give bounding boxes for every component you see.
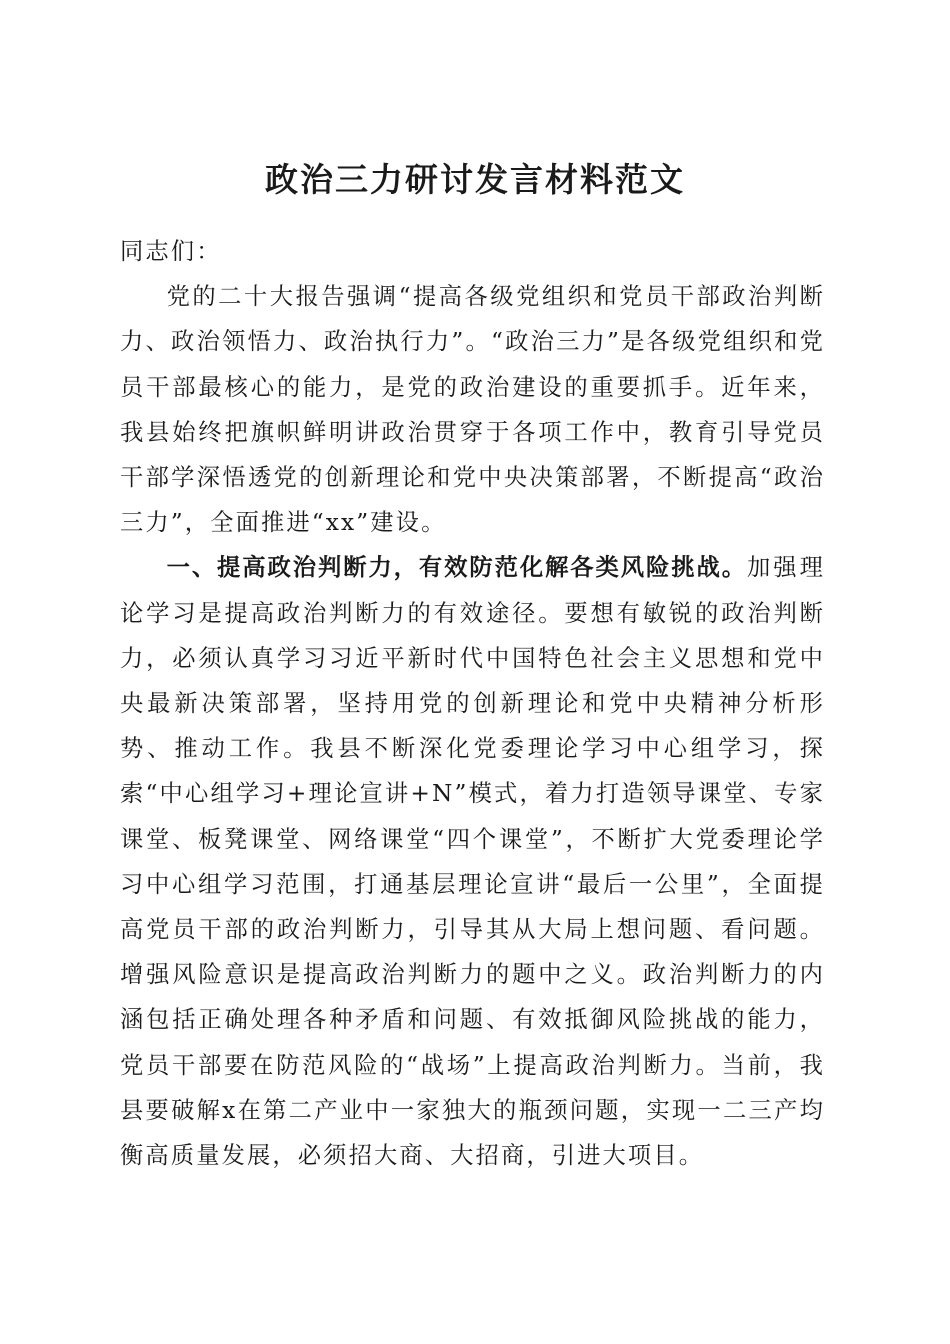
greeting: 同志们： (120, 238, 222, 265)
section-1-heading: 一、提高政治判断力，有效防范化解各类风险挑战。 (166, 554, 747, 582)
intro-paragraph: 党的二十大报告强调“提高各级党组织和党员干部政治判断力、政治领悟力、政治执行力”。“政治三力”是各级党组织和党员干部最核心的能力，是党的政治建设的重要抓手。近年来，我县始终把旗帜鲜明讲政治贯穿于各项工作中，教育引导党员干部学深悟透党的创新理论和党中央决策部署，不断提高“政治三力”，全面推进“xx”建设。 (120, 283, 825, 537)
document-body (120, 229, 825, 1178)
document-title: 政治三力研讨发言材料范文 (265, 160, 685, 200)
section-1-body: 加强理论学习是提高政治判断力的有效途径。要想有敏锐的政治判断力，必须认真学习习近平新时代中国特色社会主义思想和党中央最新决策部署，坚持用党的创新理论和党中央精神分析形势、推动工作。我县不断深化党委理论学习中心组学习，探索“中心组学习+理论宣讲+N”模式，着力打造领导课堂、专家课堂、板凳课堂、网络课堂“四个课堂”，不断扩大党委理论学习中心组学习范围，打通基层理论宣讲“最后一公里”，全面提高党员干部的政治判断力，引导其从大局上想问题、看问题。增强风险意识是提高政治判断力的题中之义。政治判断力的内涵包括正确处理各种矛盾和问题、有效抵御风险挑战的能力，党员干部要在防范风险的“战场”上提高政治判断力。当前，我县要破解x在第二产业中一家独大的瓶颈问题，实现一二三产均衡高质量发展，必须招大商、大招商，引进大项目。 (120, 554, 825, 1170)
section-1-paragraph (120, 545, 825, 1178)
